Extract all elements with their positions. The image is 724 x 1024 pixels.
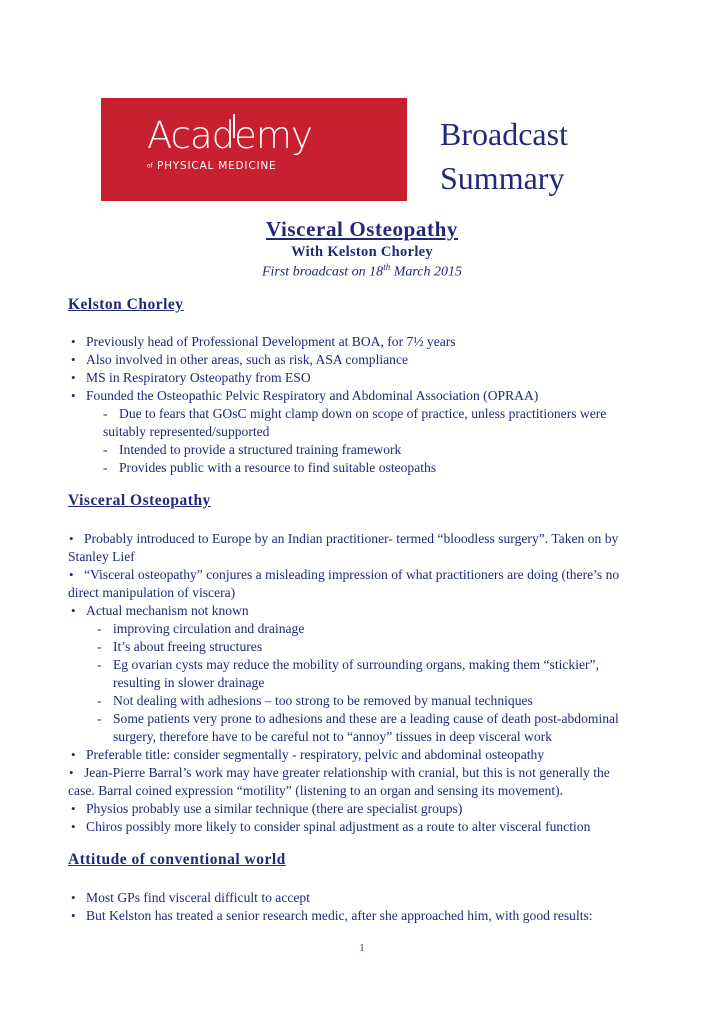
list-item: • Previously head of Professional Development at BOA, for 7½ years — [86, 333, 456, 351]
sub-list-item: - Provides public with a resource to find suitable osteopaths — [119, 459, 436, 477]
page-number: 1 — [359, 943, 365, 954]
sub-list-item: - Some patients very prone to adhesions and these are a leading cause of death post-abdominal — [113, 710, 619, 728]
header-line-1: Broadcast — [440, 116, 568, 152]
academy-logo — [101, 98, 407, 201]
list-item: • But Kelston has treated a senior research medic, after she approached him, with good results: — [86, 907, 593, 925]
section-heading-visceral: Visceral Osteopathy — [68, 492, 211, 509]
logo-subtitle: of PHYSICAL MEDICINE — [147, 160, 277, 172]
document-title: Visceral Osteopathy — [265, 217, 458, 241]
sub-list-item: - Not dealing with adhesions – too strong to be removed by manual techniques — [113, 692, 533, 710]
sub-list-item: - Due to fears that GOsC might clamp down on scope of practice, unless practitioners were — [119, 405, 606, 423]
list-item-continuation: Stanley Lief — [68, 549, 135, 564]
list-item: • Most GPs find visceral difficult to accept — [86, 889, 310, 907]
list-item: • Probably introduced to Europe by an Indian practitioner- termed “bloodless surgery”. Taken on by — [84, 530, 618, 548]
list-item: • Also involved in other areas, such as risk, ASA compliance — [86, 351, 408, 369]
document-subtitle: With Kelston Chorley — [291, 244, 433, 260]
list-item: • “Visceral osteopathy” conjures a misleading impression of what practitioners are doing (there’s no — [84, 566, 619, 584]
list-item-continuation: case. Barral coined expression “motility” (listening to an organ and sensing its movement). — [68, 783, 564, 798]
header-line-2: Summary — [440, 160, 565, 196]
list-item: • MS in Respiratory Osteopathy from ESO — [86, 369, 311, 387]
sub-list-item-continuation: surgery, therefore have to be careful not to “annoy” tissues in deep visceral work — [113, 729, 552, 744]
sub-list-item-continuation: resulting in slower drainage — [113, 675, 265, 690]
list-item: • Founded the Osteopathic Pelvic Respiratory and Abdominal Association (OPRAA) — [86, 387, 538, 405]
list-item-continuation: direct manipulation of viscera) — [68, 585, 236, 600]
sub-list-item: - Eg ovarian cysts may reduce the mobility of surrounding organs, making them “stickier”, — [113, 656, 599, 674]
sub-list-item-continuation: suitably represented/supported — [103, 424, 270, 439]
logo-wordmark: Academy — [147, 114, 312, 157]
list-item: • Chiros possibly more likely to consider spinal adjustment as a route to alter visceral function — [86, 818, 590, 836]
broadcast-date: First broadcast on 18th March 2015 — [261, 262, 463, 280]
list-item: • Actual mechanism not known — [86, 602, 249, 620]
sub-list-item: - Intended to provide a structured training framework — [119, 441, 401, 459]
sub-list-item: - improving circulation and drainage — [113, 620, 304, 638]
section-heading-attitude: Attitude of conventional world — [68, 851, 286, 868]
list-item: • Preferable title: consider segmentally - respiratory, pelvic and abdominal osteopathy — [86, 746, 544, 764]
list-item: • Jean-Pierre Barral’s work may have greater relationship with cranial, but this is not generally the — [84, 764, 610, 782]
sub-list-item: - It’s about freeing structures — [113, 638, 262, 656]
section-heading-kelston: Kelston Chorley — [68, 296, 184, 313]
broadcast-summary-heading — [440, 112, 568, 200]
list-item: • Physios probably use a similar technique (there are specialist groups) — [86, 800, 462, 818]
